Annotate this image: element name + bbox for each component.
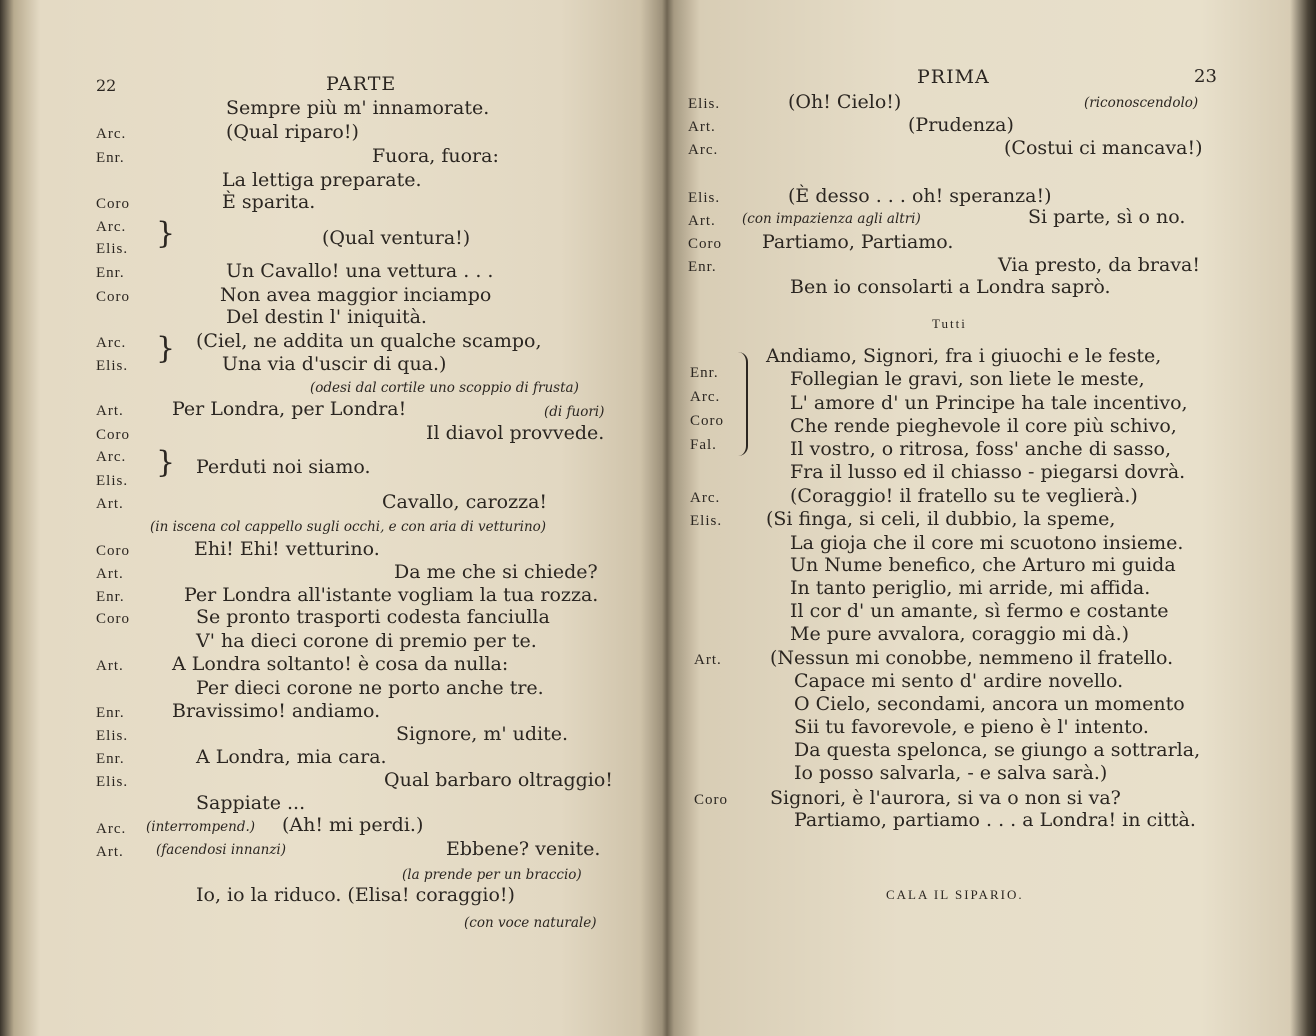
verse-line: Signore, m' udite. — [396, 723, 569, 745]
verse-line: Sempre più m' innamorate. — [226, 97, 490, 119]
verse-line: Per Londra all'istante vogliam la tua rozza. — [184, 584, 599, 606]
speaker-name: Enr. — [690, 365, 719, 381]
stage-direction: (la prende per un braccio) — [402, 867, 582, 883]
speaker-name: Arc. — [96, 821, 127, 837]
verse-line: Il cor d' un amante, sì fermo e costante — [790, 600, 1169, 622]
speaker-name: Enr. — [96, 265, 125, 281]
verse-line: Il vostro, o ritrosa, foss' anche di sasso, — [790, 438, 1172, 460]
verse-line: A Londra, mia cara. — [196, 746, 387, 768]
speaker-name: Coro — [96, 427, 130, 443]
speaker-name: Art. — [96, 844, 124, 860]
verse-line: È sparita. — [222, 191, 316, 213]
speaker-name: Elis. — [96, 728, 129, 744]
speaker-name: Art. — [96, 496, 124, 512]
verse-line: Sappiate ... — [196, 792, 306, 814]
verse-line: (Qual ventura!) — [322, 227, 471, 249]
verse-line: Il diavol provvede. — [426, 422, 605, 444]
verse-line: Per dieci corone ne porto anche tre. — [196, 677, 544, 699]
verse-line: L' amore d' un Principe ha tale incentivo, — [790, 392, 1188, 414]
verse-line: (Oh! Cielo!) — [788, 91, 902, 113]
speaker-name: Elis. — [96, 241, 129, 257]
verse-line: Partiamo, Partiamo. — [762, 231, 954, 253]
speaker-name: Fal. — [690, 437, 717, 453]
speaker-name: Arc. — [690, 389, 721, 405]
speaker-name: Arc. — [96, 126, 127, 142]
speaker-name: Enr. — [96, 150, 125, 166]
verse-line: Follegian le gravi, son liete le meste, — [790, 368, 1145, 390]
verse-line: Fuora, fuora: — [372, 145, 499, 167]
verse-line: Cavallo, carozza! — [382, 491, 548, 513]
page-number: 23 — [1194, 66, 1217, 87]
stage-direction: (riconoscendolo) — [1084, 95, 1199, 111]
speaker-name: Arc. — [96, 219, 127, 235]
speaker-name: Art. — [694, 652, 722, 668]
verse-line: (Prudenza) — [908, 114, 1014, 136]
speaker-name: Elis. — [96, 473, 129, 489]
speaker-name: Elis. — [96, 774, 129, 790]
speaker-name: Arc. — [96, 335, 127, 351]
running-head: PRIMA — [917, 66, 990, 88]
speaker-name: Enr. — [688, 259, 717, 275]
stage-direction: (facendosi innanzi) — [156, 842, 287, 858]
verse-line: V' ha dieci corone di premio per te. — [196, 630, 537, 652]
verse-line: Fra il lusso ed il chiasso - piegarsi dovrà. — [790, 461, 1186, 483]
verse-line: Bravissimo! andiamo. — [172, 700, 381, 722]
verse-line: Che rende pieghevole il core più schivo, — [790, 415, 1177, 437]
speaker-name: Art. — [96, 566, 124, 582]
verse-line: Via presto, da brava! — [998, 254, 1201, 276]
verse-line: (Qual riparo!) — [226, 121, 359, 143]
verse-line: Un Cavallo! una vettura . . . — [226, 260, 494, 282]
stage-direction: (con voce naturale) — [464, 915, 597, 931]
heading-text: Tutti — [932, 316, 967, 331]
speaker-brace: } — [156, 331, 176, 366]
speaker-brace: } — [156, 445, 176, 480]
heading-text: CALA IL SIPARIO. — [886, 887, 1024, 902]
verse-line: O Cielo, secondami, ancora un momento — [794, 693, 1185, 715]
verse-line: (Costui ci mancava!) — [1004, 137, 1203, 159]
speaker-brace — [738, 352, 748, 456]
stage-direction: (odesi dal cortile uno scoppio di frusta) — [310, 380, 579, 396]
verse-line: A Londra soltanto! è cosa da nulla: — [172, 653, 509, 675]
verse-line: Qual barbaro oltraggio! — [384, 769, 613, 791]
verse-line: Partiamo, partiamo . . . a Londra! in città. — [794, 809, 1196, 831]
speaker-name: Coro — [96, 196, 130, 212]
speaker-name: Art. — [688, 213, 716, 229]
speaker-name: Elis. — [688, 96, 721, 112]
verse-line: (Ciel, ne addita un qualche scampo, — [196, 330, 542, 352]
speaker-name: Elis. — [690, 513, 723, 529]
verse-line: Io posso salvarla, - e salva sarà.) — [794, 762, 1108, 784]
stage-direction: (di fuori) — [544, 404, 605, 420]
verse-line: Ehi! Ehi! vetturino. — [194, 538, 380, 560]
verse-line: Del destin l' iniquità. — [226, 306, 427, 328]
stage-direction: (interrompend.) — [146, 819, 256, 835]
verse-line: Signori, è l'aurora, si va o non si va? — [770, 787, 1121, 809]
verse-line: Ben io consolarti a Londra saprò. — [790, 276, 1111, 298]
speaker-name: Elis. — [688, 190, 721, 206]
speaker-name: Arc. — [690, 490, 721, 506]
speaker-name: Coro — [688, 236, 722, 252]
speaker-name: Art. — [96, 403, 124, 419]
speaker-name: Coro — [96, 289, 130, 305]
verse-line: Andiamo, Signori, fra i giuochi e le feste, — [766, 345, 1162, 367]
verse-line: Una via d'uscir di qua.) — [222, 353, 447, 375]
verse-line: (Ah! mi perdi.) — [282, 814, 424, 836]
verse-line: Da questa spelonca, se giungo a sottrarla, — [794, 739, 1201, 761]
stage-direction: (con impazienza agli altri) — [742, 211, 921, 227]
verse-line: (Coraggio! il fratello su te veglierà.) — [790, 485, 1138, 507]
speaker-brace: } — [156, 216, 176, 251]
verse-line: Capace mi sento d' ardire novello. — [794, 670, 1124, 692]
verse-line: Sii tu favorevole, e pieno è l' intento. — [794, 716, 1149, 738]
speaker-name: Coro — [96, 543, 130, 559]
running-head: PARTE — [326, 73, 397, 95]
right-page — [668, 0, 1316, 1036]
speaker-name: Enr. — [96, 705, 125, 721]
verse-line: Ebbene? venite. — [446, 838, 601, 860]
speaker-name: Coro — [690, 413, 724, 429]
speaker-name: Enr. — [96, 751, 125, 767]
verse-line: Se pronto trasporti codesta fanciulla — [196, 606, 550, 628]
verse-line: Da me che si chiede? — [394, 561, 598, 583]
verse-line: Me pure avvalora, coraggio mi dà.) — [790, 623, 1130, 645]
verse-line: Io, io la riduco. (Elisa! coraggio!) — [196, 884, 515, 906]
verse-line: La gioja che il core mi scuotono insieme. — [790, 532, 1184, 554]
verse-line: La lettiga preparate. — [222, 169, 422, 191]
verse-line: In tanto periglio, mi arride, mi affida. — [790, 577, 1151, 599]
verse-line: (Nessun mi conobbe, nemmeno il fratello. — [770, 647, 1174, 669]
stage-direction: (in iscena col cappello sugli occhi, e con aria di vetturino) — [150, 519, 547, 535]
speaker-name: Coro — [694, 792, 728, 808]
page-number: 22 — [96, 76, 117, 95]
speaker-name: Arc. — [688, 142, 719, 158]
speaker-name: Elis. — [96, 358, 129, 374]
speaker-name: Enr. — [96, 589, 125, 605]
speaker-name: Art. — [688, 119, 716, 135]
speaker-name: Coro — [96, 611, 130, 627]
verse-line: Per Londra, per Londra! — [172, 398, 407, 420]
verse-line: Non avea maggior inciampo — [220, 284, 492, 306]
verse-line: (È desso . . . oh! speranza!) — [788, 185, 1052, 207]
verse-line: (Si finga, si celi, il dubbio, la speme, — [766, 508, 1116, 530]
speaker-name: Art. — [96, 658, 124, 674]
speaker-name: Arc. — [96, 449, 127, 465]
verse-line: Un Nume benefico, che Arturo mi guida — [790, 554, 1176, 576]
verse-line: Perduti noi siamo. — [196, 456, 371, 478]
verse-line: Si parte, sì o no. — [1028, 206, 1186, 228]
